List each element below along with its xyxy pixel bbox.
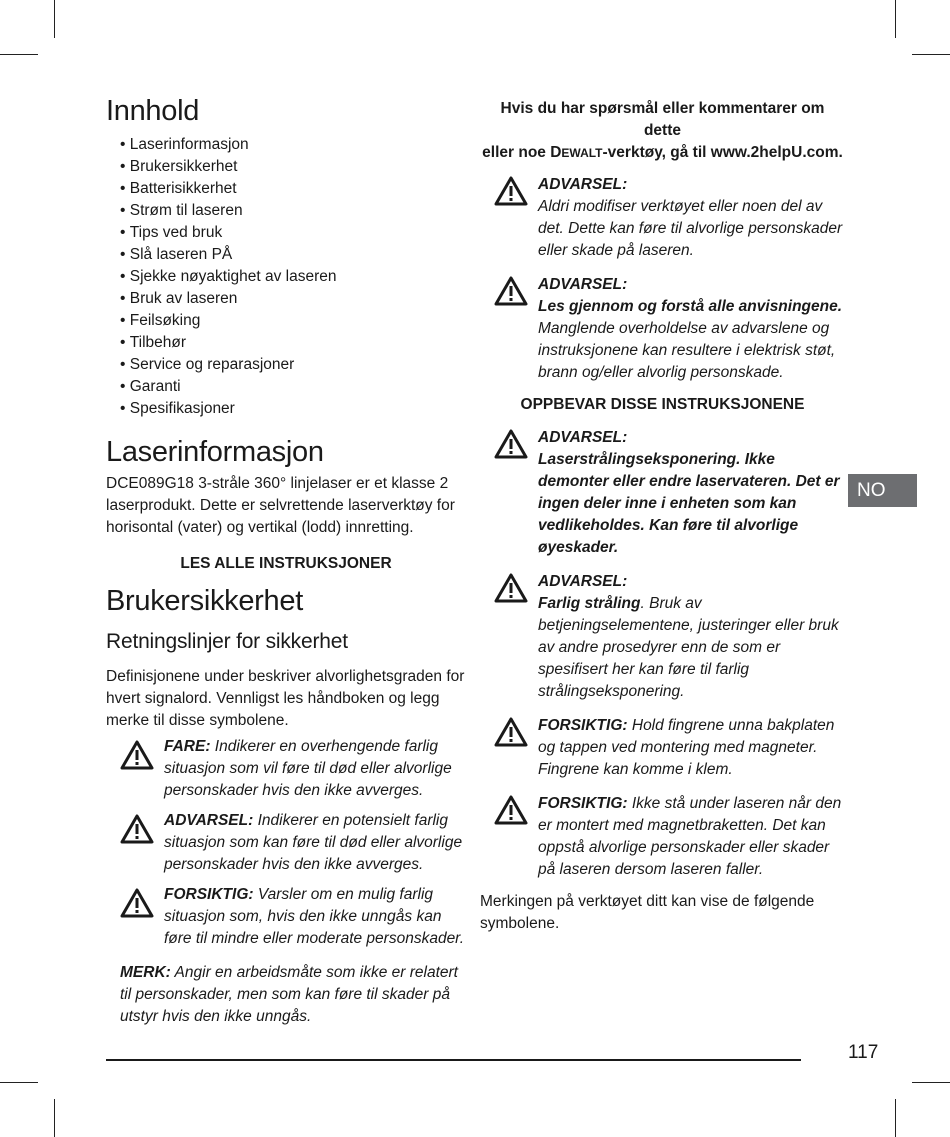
contents-heading: Innhold [106,95,200,127]
warning-triangle-icon [494,573,528,610]
table-of-contents [120,134,466,420]
warning-label: ADVARSEL: [538,573,628,590]
toc-item[interactable]: • Feilsøking [120,310,466,332]
right-column [480,98,845,935]
caution-falling-laser [494,793,845,881]
toc-item[interactable]: • Brukersikkerhet [120,156,466,178]
contact-line-2-post: -verktøy, gå til www.2helpU.com. [602,144,843,161]
warning-triangle-icon [494,429,528,466]
safety-guidelines-subheading: Retningslinjer for sikkerhet [106,630,348,653]
toc-item[interactable]: • Garanti [120,376,466,398]
crop-mark [0,1082,38,1083]
contact-brand: EWALT [561,146,603,160]
laser-info-body: DCE089G18 3-stråle 360° linjelaser er et klasse 2 laserprodukt. Dette er selvrettende laserverktøy for horisontal (vater) og vertikal (lodd) innretting. [106,475,455,536]
warning-bold-text: Farlig stråling [538,595,641,612]
definition-caution [120,884,466,950]
toc-item[interactable]: • Service og reparasjoner [120,354,466,376]
language-tab: NO [848,474,917,507]
save-instructions: OPPBEVAR DISSE INSTRUKSJONENE [520,396,805,413]
user-safety-heading: Brukersikkerhet [106,585,303,617]
warning-text: . Bruk av betjeningselementene, justeringer eller bruk av andre prosedyrer enn de som er spesifisert her kan føre til farlig strålingseksponering. [538,595,839,700]
crop-mark [912,54,950,55]
contact-line-2-pre: eller noe D [482,144,562,161]
toc-item[interactable]: • Spesifikasjoner [120,398,466,420]
note-label: MERK: [120,964,171,981]
warning-triangle-icon [120,740,154,777]
caution-text: Hold fingrene unna bakplaten og tappen ved montering med magneter. Fingrene kan komme i klem. [538,717,835,778]
warning-modify [494,174,845,262]
warning-bold-text: Les gjennom og forstå alle anvisningene. [538,298,843,315]
warning-hazardous-radiation [494,571,845,703]
toc-item[interactable]: • Slå laseren PÅ [120,244,466,266]
warning-triangle-icon [120,814,154,851]
crop-mark [54,1099,55,1137]
safety-intro: Definisjonene under beskriver alvorlighetsgraden for hvert signalord. Vennligst les håndboken og legg merke til disse symbolene. [106,668,465,729]
warning-label: ADVARSEL: [538,276,628,293]
left-column [106,95,466,1028]
warning-triangle-icon [120,888,154,925]
definition-text: Varsler om en mulig farlig situasjon som, hvis den ikke unngås kan føre til mindre eller moderate personskader. [164,886,465,947]
read-all-instructions: LES ALLE INSTRUKSJONER [180,555,392,572]
toc-item[interactable]: • Tips ved bruk [120,222,466,244]
caution-label: FORSIKTIG: [538,717,628,734]
toc-item[interactable]: • Tilbehør [120,332,466,354]
crop-mark [0,54,38,55]
contact-line-1: Hvis du har spørsmål eller kommentarer om dette [500,100,825,139]
warning-triangle-icon [494,717,528,754]
crop-mark [895,1099,896,1137]
crop-mark [895,0,896,38]
note-paragraph [120,962,466,1028]
warning-bold-text: Laserstrålingseksponering. Ikke demonter eller endre laservateren. Det er ingen deler inne i enheten som kan vedlikeholdes. Kan føre til alvorlige øyeskader. [538,451,840,556]
toc-item[interactable]: • Strøm til laseren [120,200,466,222]
note-text: Angir en arbeidsmåte som ikke er relatert til personskader, men som kan føre til skader på utstyr hvis den ikke unngås. [120,964,458,1025]
definition-text: Indikerer en overhengende farlig situasjon som vil føre til død eller alvorlige personskader hvis den ikke avverges. [164,738,452,799]
definition-label: FARE: [164,738,211,755]
warning-text: Manglende overholdelse av advarslene og instruksjonene kan resultere i elektrisk støt, brann og/eller alvorlig personskade. [538,320,836,381]
crop-mark [912,1082,950,1083]
contact-info [480,98,845,164]
warning-label: ADVARSEL: [538,176,628,193]
definition-text: Indikerer en potensielt farlig situasjon som kan føre til død eller alvorlige personskader hvis den ikke avverges. [164,812,463,873]
warning-text: Aldri modifiser verktøyet eller noen del av det. Dette kan føre til alvorlige personskader eller skade på laseren. [538,198,843,259]
toc-item[interactable]: • Bruk av laseren [120,288,466,310]
toc-item[interactable]: • Laserinformasjon [120,134,466,156]
definition-danger [120,736,466,802]
definition-warning [120,810,466,876]
caution-text: Ikke stå under laseren når den er montert med magnetbraketten. Det kan oppstå alvorlige personskader eller skader på laseren dersom laseren faller. [538,795,842,878]
caution-label: FORSIKTIG: [538,795,628,812]
laser-info-heading: Laserinformasjon [106,436,324,468]
page-number: 117 [848,1042,879,1063]
warning-read-instructions [494,274,845,384]
warning-triangle-icon [494,795,528,832]
caution-fingers [494,715,845,781]
toc-item[interactable]: • Sjekke nøyaktighet av laseren [120,266,466,288]
warning-triangle-icon [494,176,528,213]
toc-item[interactable]: • Batterisikkerhet [120,178,466,200]
crop-mark [54,0,55,38]
footer-rule [106,1059,801,1061]
warning-triangle-icon [494,276,528,313]
definition-label: ADVARSEL: [164,812,254,829]
definition-label: FORSIKTIG: [164,886,254,903]
warning-laser-exposure [494,427,845,559]
symbols-paragraph: Merkingen på verktøyet ditt kan vise de følgende symbolene. [480,893,815,932]
warning-label: ADVARSEL: [538,429,628,446]
